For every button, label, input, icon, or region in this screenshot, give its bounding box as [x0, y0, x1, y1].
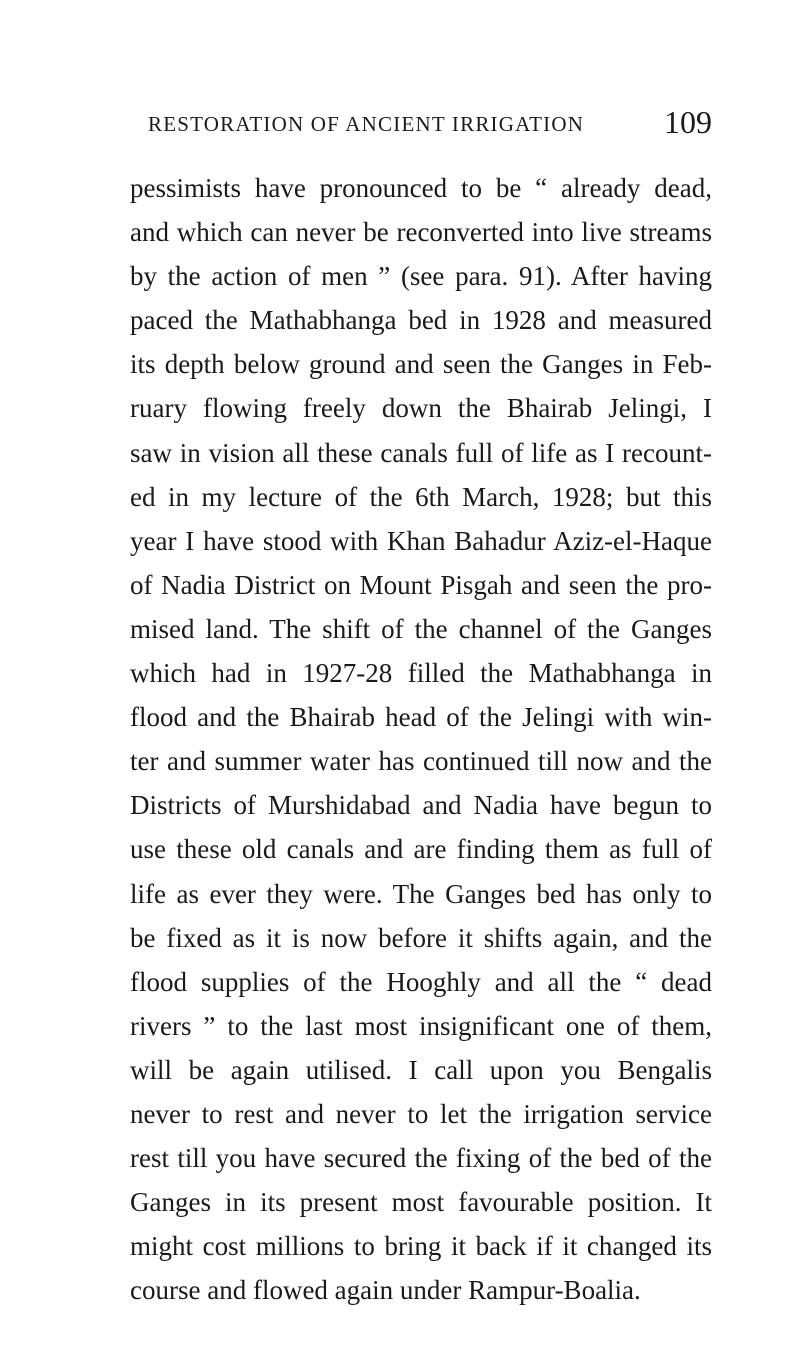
text-line: rest till you have secured the fixing of the bed of the	[130, 1143, 712, 1174]
text-line: of Nadia District on Mount Pisgah and seen the pro-	[130, 569, 712, 600]
text-line: by the action of men ” (see para. 91). After having	[130, 261, 712, 292]
text-line: year I have stood with Khan Bahadur Aziz-el-Haque	[130, 525, 712, 556]
text-line: ruary flowing freely down the Bhairab Jelingi, I	[130, 393, 712, 424]
text-line: will be again utilised. I call upon you Bengalis	[130, 1054, 712, 1085]
text-line: which had in 1927-28 filled the Mathabhanga in	[130, 658, 712, 689]
text-line: paced the Mathabhanga bed in 1928 and measured	[130, 305, 712, 336]
text-line: ter and summer water has continued till now and the	[130, 746, 712, 777]
text-line: mised land. The shift of the channel of the Ganges	[130, 613, 712, 644]
page-number: 109	[664, 104, 712, 140]
text-line: never to rest and never to let the irrigation service	[130, 1098, 712, 1129]
text-line: pessimists have pronounced to be “ already dead,	[130, 173, 712, 203]
text-line: rivers ” to the last most insignificant one of them,	[130, 1010, 712, 1041]
text-line: be fixed as it is now before it shifts again, and the	[130, 922, 712, 953]
text-line: might cost millions to bring it back if it changed its	[130, 1231, 712, 1262]
text-line: saw in vision all these canals full of life as I recount-	[130, 437, 712, 468]
text-line: Ganges in its present most favourable position. It	[130, 1187, 712, 1218]
body-paragraph	[130, 166, 712, 1312]
text-line: use these old canals and are finding them as full of	[130, 834, 712, 865]
text-line: and which can never be reconverted into live streams	[130, 217, 712, 248]
text-line: flood and the Bhairab head of the Jelingi with win-	[130, 702, 712, 733]
text-line: ed in my lecture of the 6th March, 1928; but this	[130, 481, 712, 512]
text-line: course and flowed again under Rampur-Boalia.	[130, 1275, 641, 1306]
text-line: flood supplies of the Hooghly and all the “ dead	[130, 966, 712, 997]
text-line: its depth below ground and seen the Ganges in Feb-	[130, 349, 712, 380]
text-line: life as ever they were. The Ganges bed has only to	[130, 878, 712, 909]
running-head	[148, 104, 712, 144]
running-title: RESTORATION OF ANCIENT IRRIGATION	[148, 112, 585, 136]
text-line: Districts of Murshidabad and Nadia have begun to	[130, 790, 712, 821]
